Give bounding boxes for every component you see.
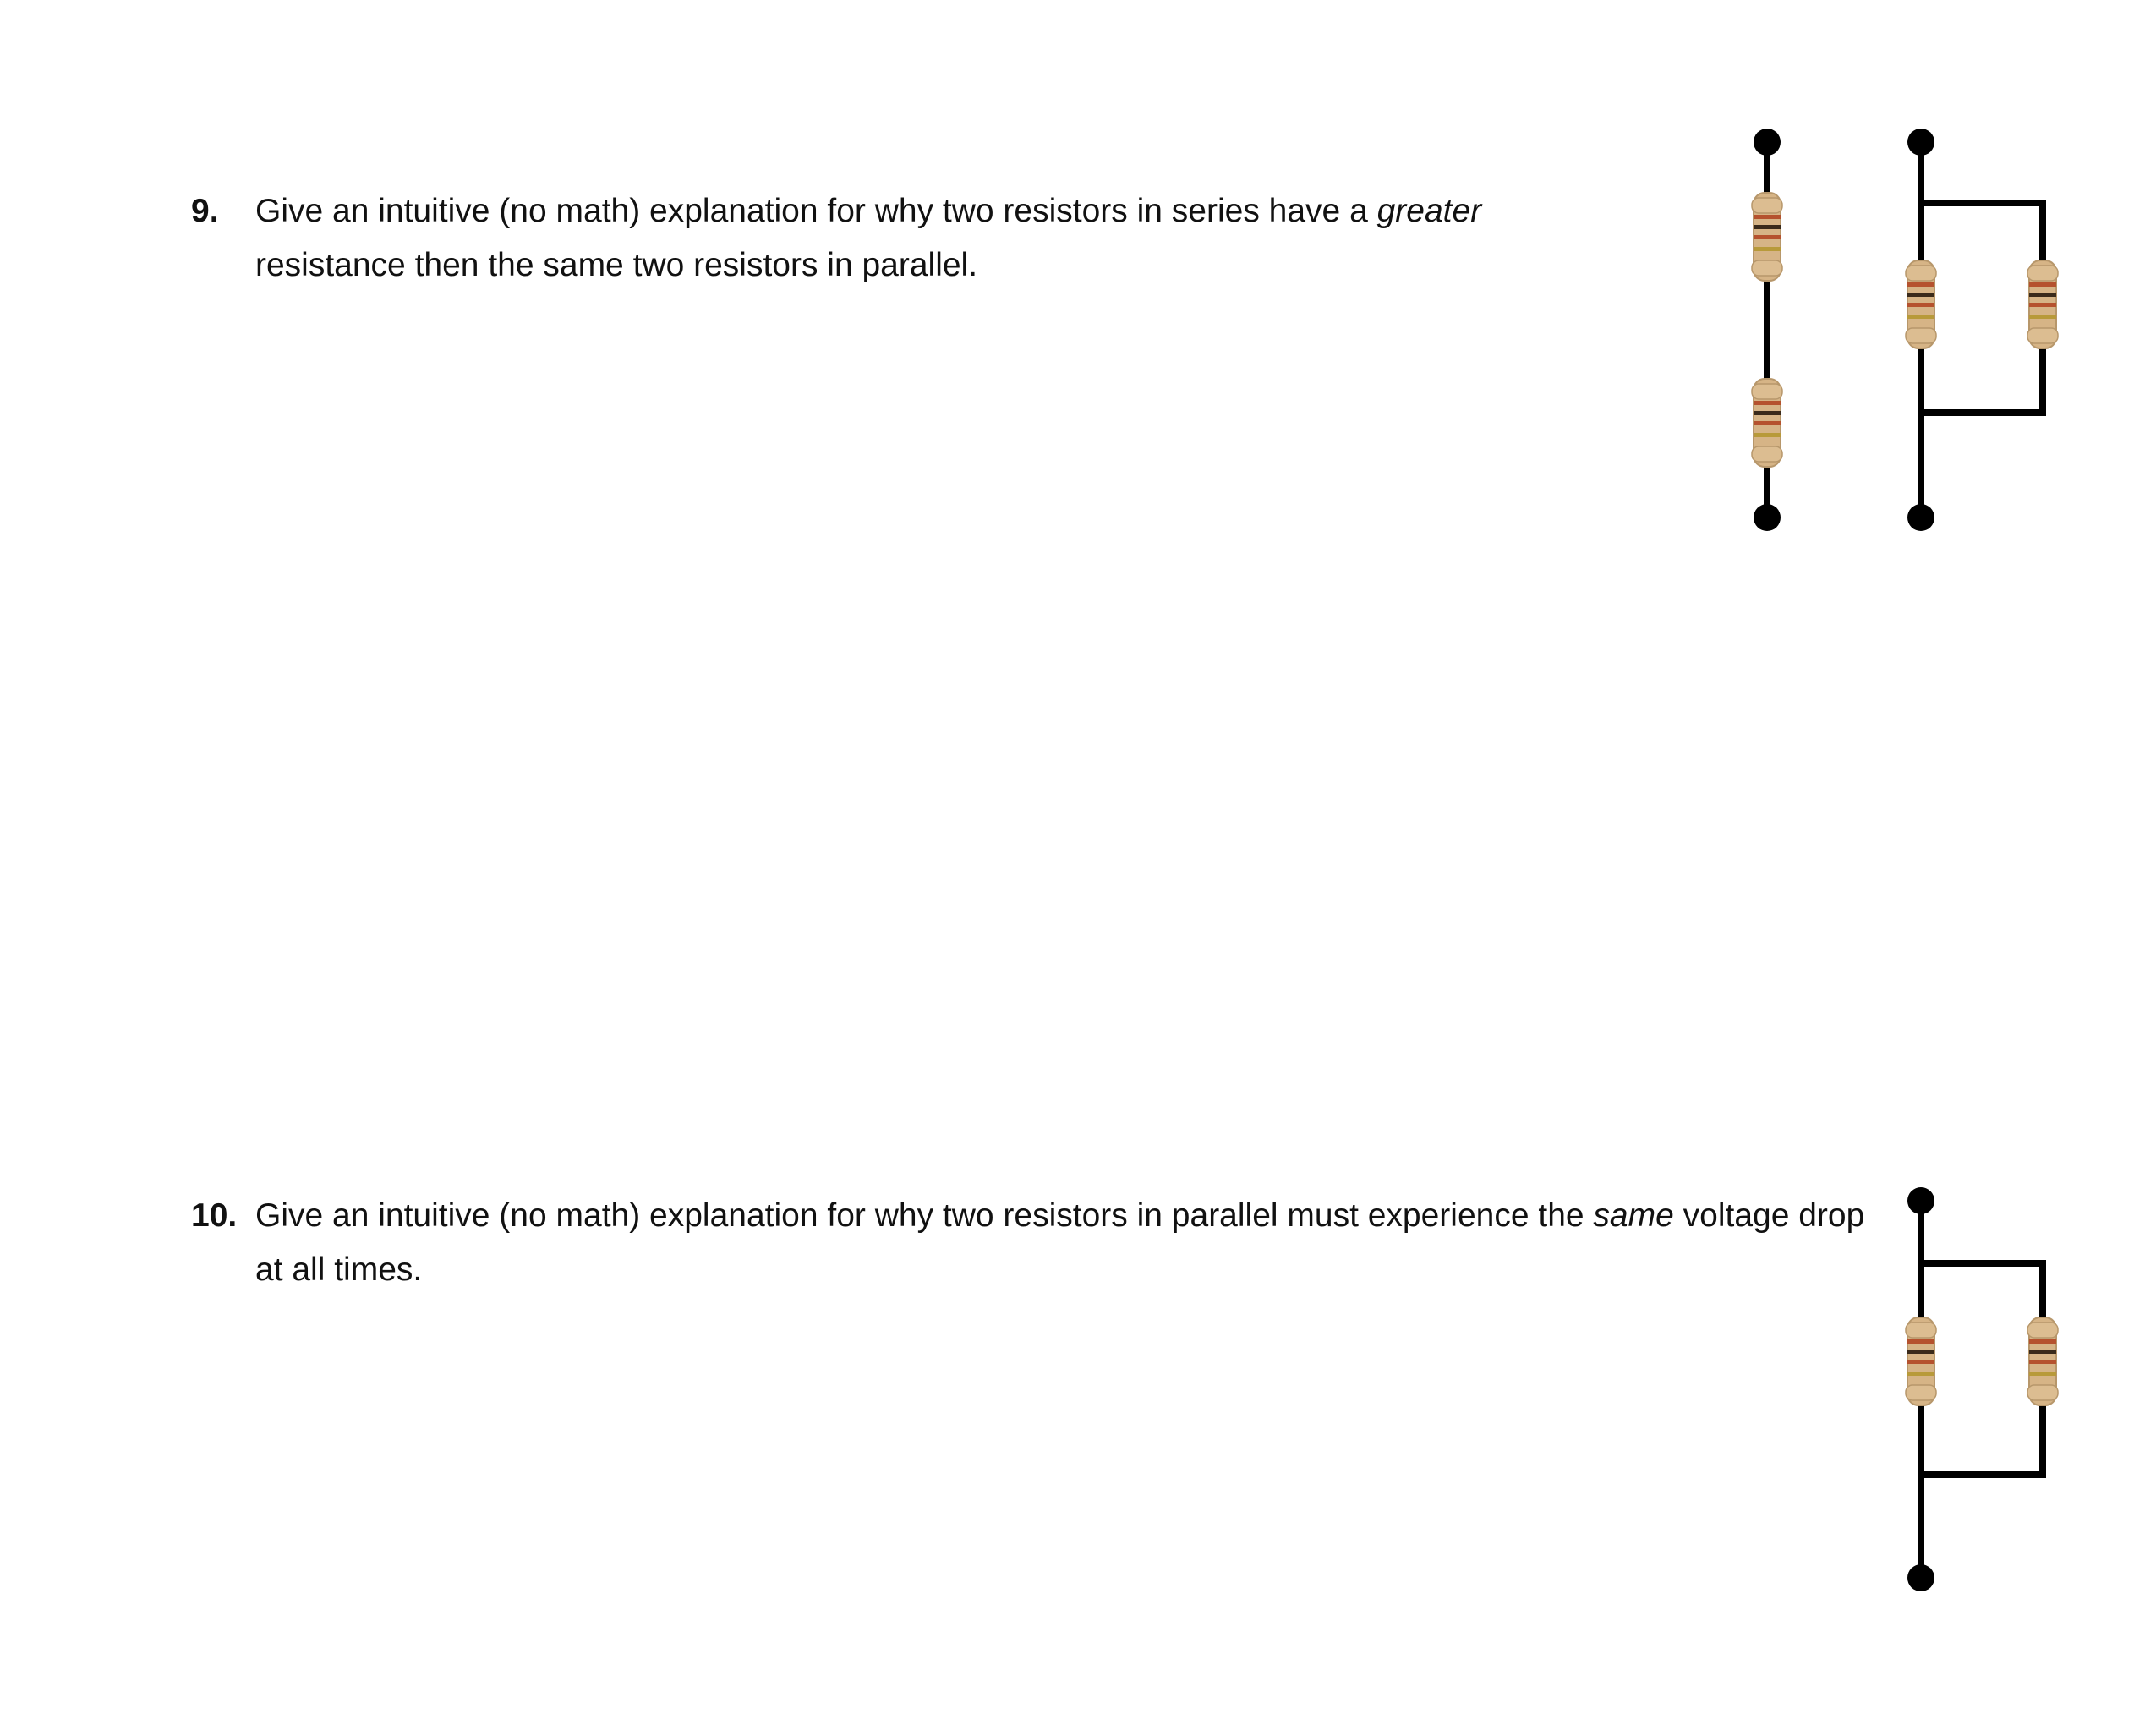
resistor-icon — [1752, 379, 1782, 467]
question-text-end: voltage drop at all times. — [255, 1197, 1865, 1288]
parallel-resistor-circuit-icon — [1906, 129, 2058, 531]
parallel-resistor-circuit-icon — [1906, 1187, 2058, 1591]
question-text-end: resistance then the same two resistors in parallel. — [255, 247, 978, 283]
question-number: 9. — [191, 193, 219, 229]
resistor-icon — [1906, 260, 1936, 348]
resistor-icon — [1906, 1317, 1936, 1405]
series-resistor-circuit-icon — [1752, 129, 1782, 531]
question-emphasis: same — [1593, 1197, 1674, 1234]
resistor-icon — [2027, 1317, 2058, 1405]
resistor-icon — [1752, 193, 1782, 281]
resistor-icon — [2027, 260, 2058, 348]
question-text-start: Give an intuitive (no math) explanation for why two resistors in parallel must experience the — [255, 1197, 1594, 1234]
question-text-start: Give an intuitive (no math) explanation for why two resistors in series have a — [255, 193, 1377, 229]
question-number: 10. — [191, 1197, 238, 1234]
question-emphasis: greater — [1376, 193, 1482, 229]
